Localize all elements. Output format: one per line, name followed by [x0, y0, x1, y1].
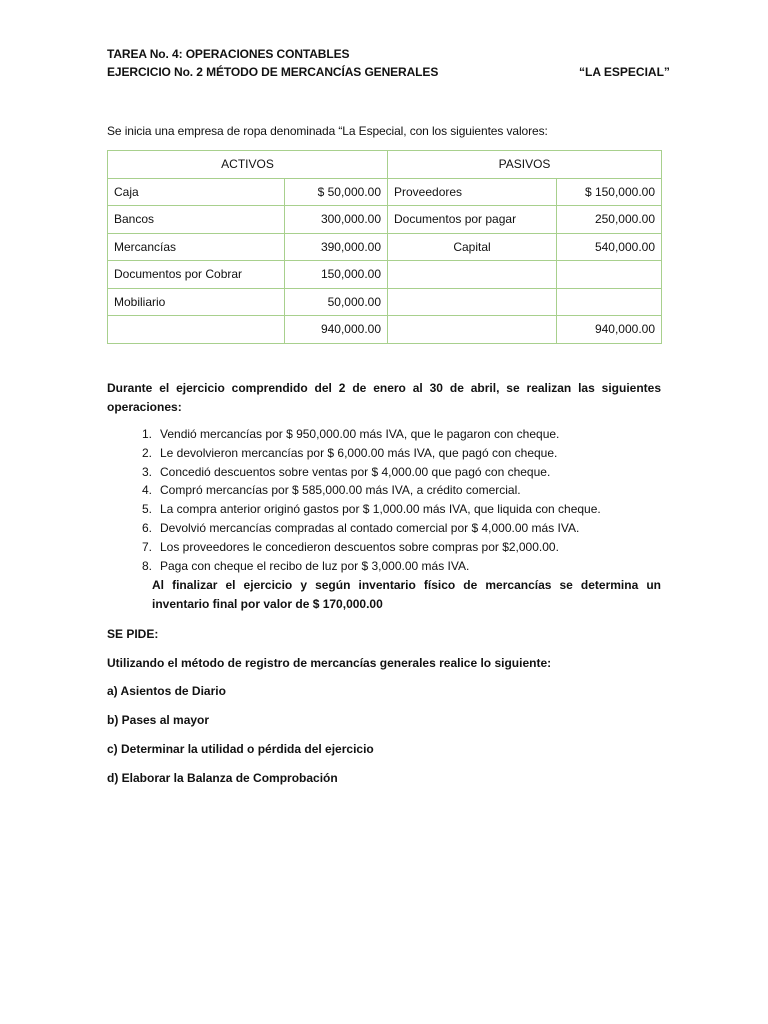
intro-text: Se inicia una empresa de ropa denominada “La Especial, con los siguientes valores:: [107, 124, 548, 138]
closing-paragraph: Al finalizar el ejercicio y según inventario físico de mercancías se determina un inventario final por valor de $ 170,000.00: [152, 578, 661, 611]
liability-label: [388, 288, 557, 316]
asset-value: 150,000.00: [285, 261, 388, 289]
list-item: [107, 557, 661, 576]
liability-label: Capital: [388, 233, 557, 261]
exercise-title: EJERCICIO No. 2 MÉTODO DE MERCANCÍAS GENERALES: [107, 65, 439, 79]
item-number: 8.: [141, 558, 152, 573]
item-text: Los proveedores le concedieron descuentos sobre compras por $2,000.00.: [160, 539, 559, 554]
liability-value: [557, 261, 662, 289]
liability-value: 540,000.00: [557, 233, 662, 261]
table-header-row: [108, 151, 662, 179]
liability-label: Proveedores: [388, 178, 557, 206]
item-text: Compró mercancías por $ 585,000.00 más IVA, a crédito comercial.: [160, 483, 521, 498]
list-item: [107, 463, 661, 482]
item-number: 1.: [141, 427, 152, 441]
table-row: [108, 288, 662, 316]
table-totals-row: [108, 316, 662, 344]
list-item: [107, 519, 661, 538]
item-number: 7.: [141, 539, 152, 554]
list-item: [107, 500, 661, 519]
liability-label: Documentos por pagar: [388, 206, 557, 234]
item-text: Paga con cheque el recibo de luz por $ 3,000.00 más IVA.: [160, 558, 470, 573]
list-item: [107, 425, 661, 444]
liability-value: [557, 288, 662, 316]
asset-value: 390,000.00: [285, 233, 388, 261]
operations-list: [107, 425, 661, 575]
table-row: [108, 206, 662, 234]
item-text: Vendió mercancías por $ 950,000.00 más IVA, que le pagaron con cheque.: [160, 427, 560, 441]
asset-label: Bancos: [108, 206, 285, 234]
company-name: “LA ESPECIAL”: [579, 65, 670, 79]
table-row: [108, 233, 662, 261]
assets-total: 940,000.00: [285, 316, 388, 344]
asset-value: 300,000.00: [285, 206, 388, 234]
item-text: Le devolvieron mercancías por $ 6,000.00 más IVA, que pagó con cheque.: [160, 445, 558, 460]
request-b: b) Pases al mayor: [107, 713, 210, 727]
asset-label: Mobiliario: [108, 288, 285, 316]
request-c: c) Determinar la utilidad o pérdida del ejercicio: [107, 742, 374, 756]
pasivos-header: PASIVOS: [388, 151, 662, 179]
item-number: 6.: [141, 520, 152, 535]
liability-value: $ 150,000.00: [557, 178, 662, 206]
liability-value: 250,000.00: [557, 206, 662, 234]
table-row: [108, 178, 662, 206]
asset-label: Caja: [108, 178, 285, 206]
activos-header: ACTIVOS: [108, 151, 388, 179]
item-number: 4.: [141, 483, 152, 498]
asset-value: $ 50,000.00: [285, 178, 388, 206]
item-text: Concedió descuentos sobre ventas por $ 4,000.00 que pagó con cheque.: [160, 464, 551, 479]
table-row: [108, 261, 662, 289]
initial-balance-table: [107, 150, 662, 344]
assignment-title: TAREA No. 4: OPERACIONES CONTABLES: [107, 47, 350, 61]
item-text: La compra anterior originó gastos por $ 1,000.00 más IVA, que liquida con cheque.: [160, 502, 601, 517]
liabilities-total: 940,000.00: [557, 316, 662, 344]
request-a: a) Asientos de Diario: [107, 684, 226, 698]
liability-label: [388, 316, 557, 344]
asset-value: 50,000.00: [285, 288, 388, 316]
list-item: [107, 538, 661, 557]
asset-label: Mercancías: [108, 233, 285, 261]
item-number: 3.: [141, 464, 152, 479]
period-paragraph: Durante el ejercicio comprendido del 2 de enero al 30 de abril, se realizan las siguientes operaciones:: [107, 381, 661, 414]
liability-label: [388, 261, 557, 289]
instructions-text: Utilizando el método de registro de mercancías generales realice lo siguiente:: [107, 656, 552, 670]
item-number: 5.: [141, 502, 152, 517]
se-pide-heading: SE PIDE:: [107, 627, 159, 641]
asset-label: Documentos por Cobrar: [108, 261, 285, 289]
request-d: d) Elaborar la Balanza de Comprobación: [107, 771, 338, 785]
list-item: [107, 444, 661, 463]
list-item: [107, 481, 661, 500]
item-text: Devolvió mercancías compradas al contado comercial por $ 4,000.00 más IVA.: [160, 520, 580, 535]
item-number: 2.: [141, 445, 152, 460]
asset-label: [108, 316, 285, 344]
